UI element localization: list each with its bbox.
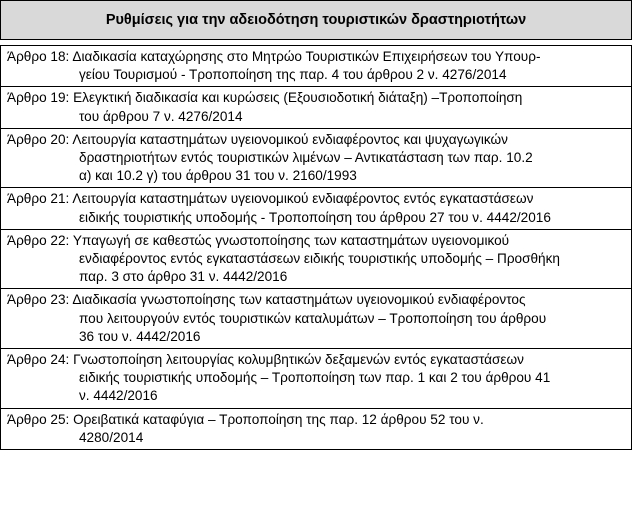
- article-line: Άρθρο 22: Υπαγωγή σε καθεστώς γνωστοποίησης των καταστημάτων υγειονομικού: [7, 232, 510, 248]
- article-line: δραστηριοτήτων εντός τουριστικών λιμένων – Αντικατάσταση των παρ. 10.2: [79, 150, 533, 166]
- article-row-21: [1, 188, 631, 229]
- article-line: Άρθρο 24: Γνωστοποίηση λειτουργίας κολυμβητικών δεξαμενών εντός εγκαταστάσεων: [7, 352, 524, 368]
- article-line: γείου Τουρισμού - Τροποποίηση της παρ. 4 του άρθρου 2 ν. 4276/2014: [79, 67, 507, 83]
- article-line: Άρθρο 21: Λειτουργία καταστημάτων υγειονομικού ενδιαφέροντος εντός εγκαταστάσεων: [7, 191, 534, 207]
- table-header: [0, 0, 632, 40]
- article-line: ν. 4442/2016: [79, 388, 158, 404]
- article-line: του άρθρου 7 ν. 4276/2014: [79, 108, 243, 124]
- article-line: 36 του ν. 4442/2016: [79, 328, 201, 344]
- article-line: Άρθρο 23: Διαδικασία γνωστοποίησης των καταστημάτων υγειονομικού ενδιαφέροντος: [7, 292, 526, 308]
- article-line: που λειτουργούν εντός τουριστικών καταλυμάτων – Τροποποίηση του άρθρου: [79, 310, 547, 326]
- article-row-22: [1, 230, 631, 290]
- article-line: ειδικής τουριστικής υποδομής – Τροποποίηση των παρ. 1 και 2 του άρθρου 41: [79, 370, 551, 386]
- article-line: α) και 10.2 γ) του άρθρου 31 του ν. 2160/1993: [79, 168, 357, 184]
- article-row-19: [1, 87, 631, 128]
- article-line: Άρθρο 20: Λειτουργία καταστημάτων υγειονομικού ενδιαφέροντος και ψυχαγωγικών: [7, 131, 508, 147]
- article-line: Άρθρο 18: Διαδικασία καταχώρησης στο Μητρώο Τουριστικών Επιχειρήσεων του Υπουρ-: [7, 49, 541, 64]
- article-line: Άρθρο 19: Ελεγκτική διαδικασία και κυρώσεις (Εξουσιοδοτική διάταξη) –Τροποποίηση: [7, 90, 523, 106]
- article-row-25: [1, 409, 631, 449]
- article-row-20: [1, 129, 631, 189]
- article-row-18: [1, 46, 631, 87]
- header-title: Ρυθμίσεις για την αδειοδότηση τουριστικών δραστηριοτήτων: [105, 12, 527, 28]
- articles-table: [0, 45, 632, 450]
- article-row-23: [1, 289, 631, 349]
- article-line: ενδιαφέροντος εντός εγκαταστάσεων ειδικής τουριστικής υποδομής – Προσθήκη: [79, 251, 560, 267]
- article-line: Άρθρο 25: Ορειβατικά καταφύγια – Τροποποίηση της παρ. 12 άρθρου 52 του ν.: [7, 411, 484, 427]
- article-line: παρ. 3 στο άρθρο 31 ν. 4442/2016: [79, 269, 288, 285]
- article-line: 4280/2014: [79, 429, 144, 445]
- article-line: ειδικής τουριστικής υποδομής - Τροποποίηση του άρθρου 27 του ν. 4442/2016: [79, 209, 551, 225]
- article-row-24: [1, 349, 631, 409]
